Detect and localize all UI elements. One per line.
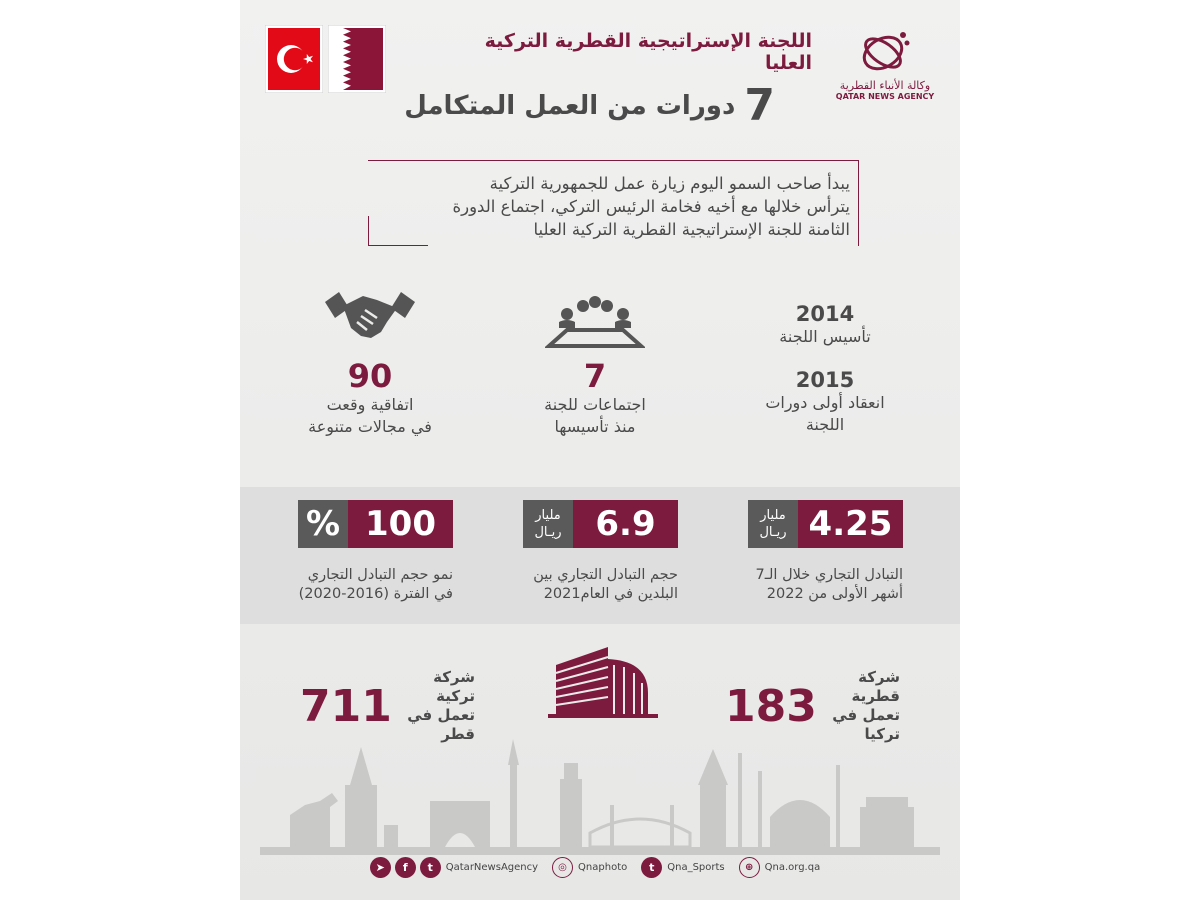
- turkish-companies-line-2: تعمل في قطر: [407, 706, 475, 743]
- office-building-icon: [548, 643, 658, 718]
- page-subtitle: [404, 80, 775, 131]
- subtitle-number: 7: [744, 80, 775, 131]
- growth-line-1: نمو حجم التبادل التجاري: [307, 567, 453, 583]
- qna-emblem-icon: [855, 25, 915, 75]
- seven-months-unit: [748, 500, 798, 548]
- agreements-line-1: اتفاقية وقعت: [326, 395, 414, 414]
- seven-months-label: [720, 566, 903, 604]
- handshake-icon: [325, 288, 415, 348]
- twitter-handle: QatarNewsAgency: [445, 862, 539, 873]
- founded-year: 2014: [795, 302, 855, 326]
- instagram-handle: Qnaphoto: [578, 862, 628, 873]
- first-session-line-1: انعقاد أولى دورات: [765, 393, 885, 412]
- page-title: اللجنة الإستراتيجية القطرية التركية العليا: [484, 30, 812, 74]
- first-session-year: 2015: [795, 368, 855, 392]
- telegram-icon[interactable]: ➤: [370, 857, 391, 878]
- qatari-companies-number: 183: [725, 680, 817, 732]
- volume-2021-unit-line-2: ريـال: [534, 525, 562, 540]
- qatari-companies-line-1: شركة قطرية: [851, 668, 900, 705]
- twitter-icon: t: [420, 857, 441, 878]
- seven-months-unit-line-2: ريـال: [759, 525, 787, 540]
- qna-logo: [830, 25, 940, 115]
- founded-label: تأسيس اللجنة: [779, 327, 871, 346]
- turkey-flag-icon: [265, 25, 323, 93]
- globe-icon: ⊕: [739, 857, 760, 878]
- website-link[interactable]: [739, 857, 821, 878]
- volume-2021-unit-line-1: مليار: [535, 508, 561, 523]
- qatari-companies-label: [825, 668, 900, 744]
- volume-2021-box: [523, 500, 678, 548]
- turkish-companies-line-1: شركة تركية: [433, 668, 475, 705]
- intro-line-1: يبدأ صاحب السمو اليوم زيارة عمل للجمهورية التركية: [489, 174, 850, 193]
- stat-agreements: [280, 358, 460, 438]
- growth-unit: %: [298, 500, 348, 548]
- volume-2021-unit: [523, 500, 573, 548]
- agreements-line-2: في مجالات متنوعة: [308, 417, 432, 436]
- volume-2021-line-2: البلدين في العام2021: [543, 586, 678, 602]
- istanbul-skyline-illustration: [260, 735, 940, 855]
- first-session-line-2: اللجنة: [805, 415, 845, 434]
- sports-handle: Qna_Sports: [667, 862, 725, 873]
- stat-meetings: [510, 358, 680, 438]
- qatar-flag-icon: [328, 25, 386, 93]
- infographic-poster: [240, 0, 960, 900]
- intro-line-3: الثامنة للجنة الإستراتيجية القطرية التركية العليا: [533, 220, 850, 239]
- stat-founded: [730, 302, 920, 348]
- meetings-line-1: اجتماعات للجنة: [544, 395, 646, 414]
- turkish-companies-label: [400, 668, 475, 744]
- logo-text-arabic: وكالة الأنباء القطرية: [839, 79, 931, 92]
- volume-2021-line-1: حجم التبادل التجاري بين: [533, 567, 678, 583]
- seven-months-box: [748, 500, 903, 548]
- intro-text: [380, 172, 850, 241]
- growth-number: 100: [348, 500, 453, 548]
- growth-label: [280, 566, 453, 604]
- intro-line-2: يترأس خلالها مع أخيه فخامة الرئيس التركي، اجتماع الدورة: [452, 197, 850, 216]
- seven-months-number: 4.25: [798, 500, 903, 548]
- qatari-companies: [725, 668, 900, 744]
- sports-twitter-link[interactable]: [641, 857, 724, 878]
- qatari-companies-line-2: تعمل في تركيا: [832, 706, 900, 743]
- seven-months-line-2: أشهر الأولى من 2022: [766, 586, 903, 602]
- stat-first-session: [730, 368, 920, 436]
- growth-line-2: في الفترة (2016-2020): [298, 586, 453, 602]
- facebook-icon[interactable]: f: [395, 857, 416, 878]
- growth-box: [298, 500, 453, 548]
- meetings-line-2: منذ تأسيسها: [554, 417, 636, 436]
- twitter-link[interactable]: [420, 857, 538, 878]
- turkish-companies: [300, 668, 475, 744]
- sports-twitter-icon: t: [641, 857, 662, 878]
- instagram-icon: ◎: [552, 857, 573, 878]
- seven-months-line-1: التبادل التجاري خلال الـ7: [755, 567, 903, 583]
- instagram-link[interactable]: [552, 857, 627, 878]
- meeting-table-icon: [545, 292, 645, 350]
- logo-text-english: QATAR NEWS AGENCY: [835, 92, 935, 101]
- turkish-companies-number: 711: [300, 680, 392, 732]
- subtitle-text: دورات من العمل المتكامل: [404, 91, 736, 121]
- meetings-number: 7: [583, 357, 607, 395]
- seven-months-unit-line-1: مليار: [760, 508, 786, 523]
- social-links: [240, 857, 960, 878]
- agreements-number: 90: [347, 357, 393, 395]
- volume-2021-label: [510, 566, 678, 604]
- social-footer: [240, 857, 960, 887]
- website-url: Qna.org.qa: [764, 862, 821, 873]
- volume-2021-number: 6.9: [573, 500, 678, 548]
